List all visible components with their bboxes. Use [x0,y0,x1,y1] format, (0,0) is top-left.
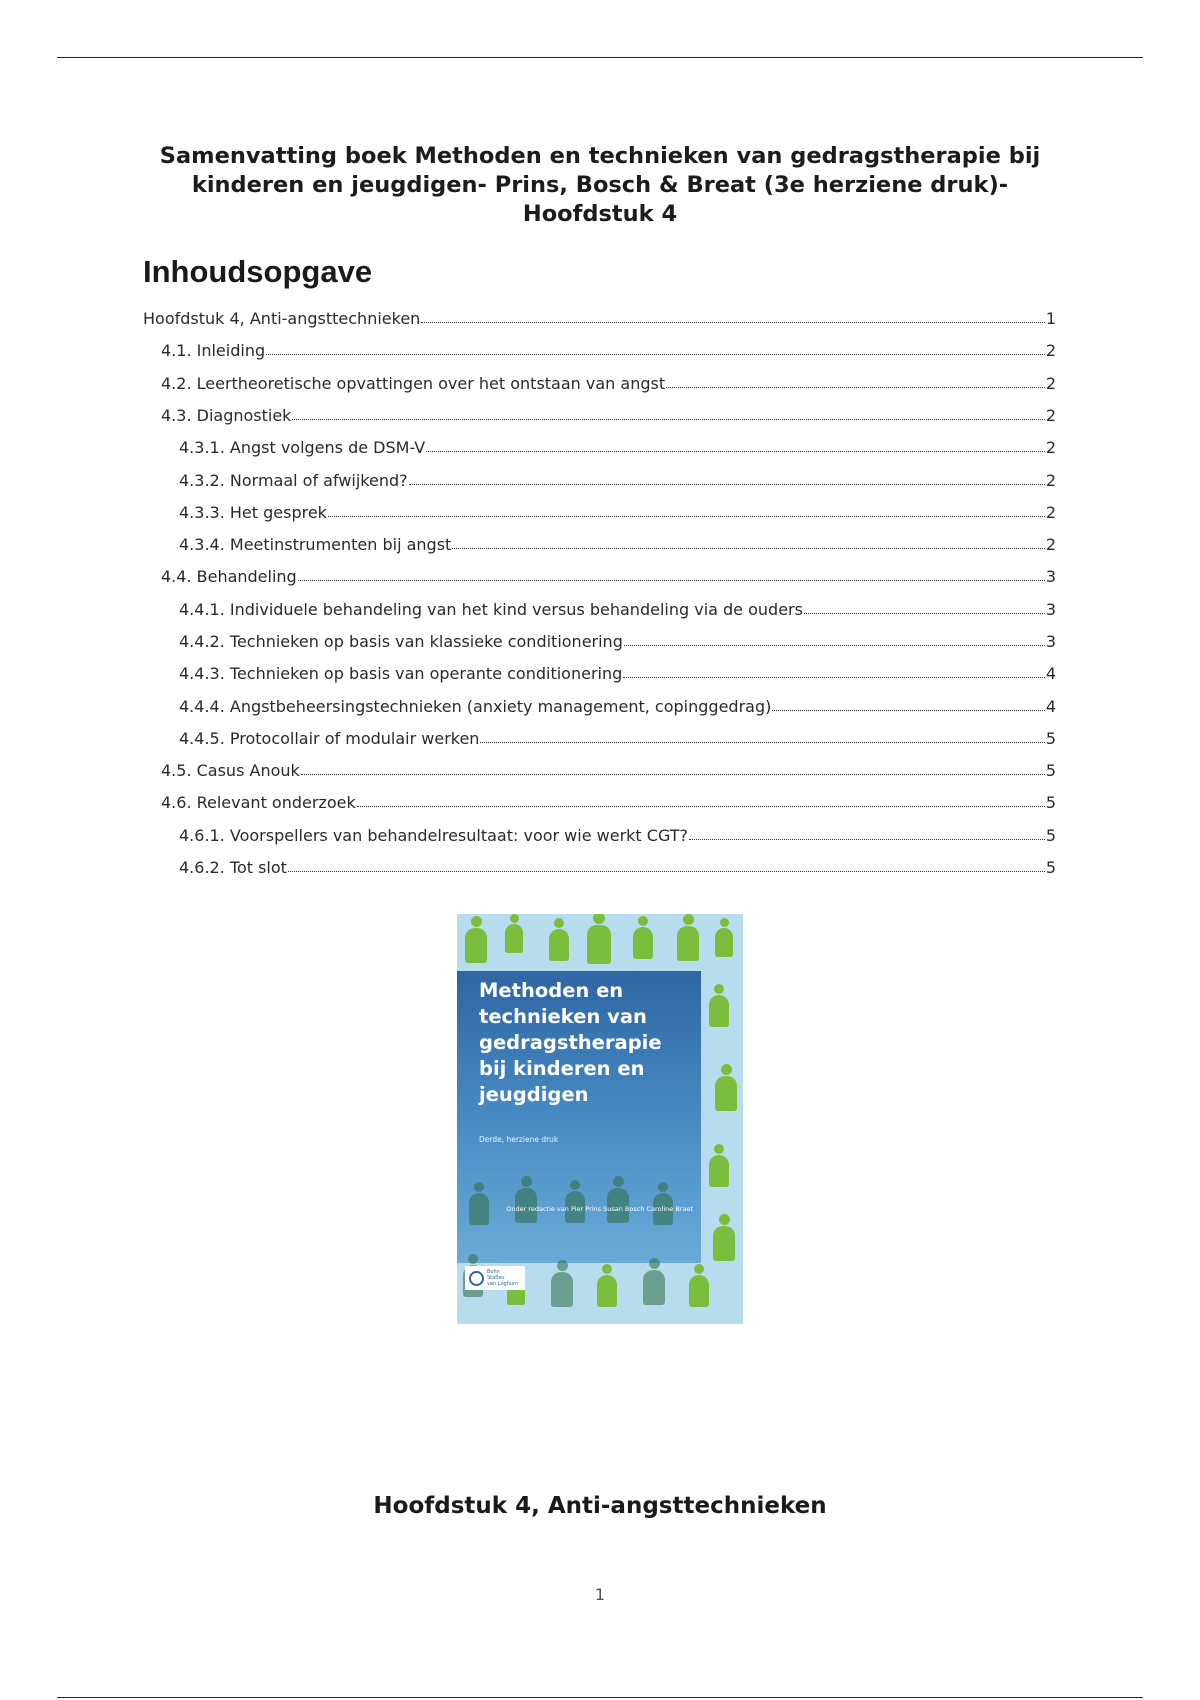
toc-entry-label: 4.6.2. Tot slot [179,858,287,877]
child-silhouette-icon [643,1270,665,1305]
toc-entry[interactable] [179,659,1056,683]
toc-entry-label: 4.5. Casus Anouk [161,761,300,780]
child-silhouette-icon [554,918,564,928]
toc-dot-leader [288,871,1045,872]
toc-entry-page: 5 [1045,826,1056,845]
toc-entry-label: 4.3.2. Normaal of afwijkend? [179,471,408,490]
toc-entry[interactable] [161,369,1056,393]
child-silhouette-icon [715,1076,737,1111]
child-silhouette-icon [597,1275,617,1307]
toc-entry-label: 4.3. Diagnostiek [161,406,292,425]
toc-entry-label: 4.6.1. Voorspellers van behandelresultaat: voor wie werkt CGT? [179,826,689,845]
toc-entry-label: 4.4.4. Angstbeheersingstechnieken (anxiety management, copinggedrag) [179,697,772,716]
toc-entry-page: 2 [1045,471,1056,490]
cover-edition: Derde, herziene druk [479,1135,559,1144]
toc-entry-page: 3 [1045,567,1056,586]
child-silhouette-icon [570,1180,580,1190]
toc-entry-page: 4 [1045,664,1056,683]
child-silhouette-icon [549,929,569,961]
toc-entry-label: 4.3.3. Het gesprek [179,503,327,522]
toc-entry[interactable] [179,692,1056,716]
toc-entry-label: 4.4.5. Protocollair of modulair werken [179,729,480,748]
toc-entry-label: 4.4.1. Individuele behandeling van het kind versus behandeling via de ouders [179,600,803,619]
toc-dot-leader [266,354,1045,355]
toc-entry-page: 5 [1045,761,1056,780]
child-silhouette-icon [505,924,523,953]
chapter-heading: Hoofdstuk 4, Anti-angsttechnieken [373,1493,827,1519]
child-silhouette-icon [709,1155,729,1187]
publisher-logo [465,1266,525,1290]
toc-entry[interactable] [161,336,1056,360]
toc-dot-leader [689,839,1045,840]
toc-entry-page: 5 [1045,793,1056,812]
child-silhouette-icon [593,914,605,924]
toc-entry-page: 1 [1045,309,1056,328]
toc-dot-leader [804,613,1045,614]
toc-entry-label: 4.3.1. Angst volgens de DSM-V [179,438,426,457]
cover-title: Methoden en technieken van gedragstherapie bij kinderen en jeugdigen [479,979,662,1106]
toc-dot-leader [624,645,1045,646]
toc-entry-label: 4.4.2. Technieken op basis van klassieke conditionering [179,632,623,651]
toc-entry[interactable] [179,724,1056,748]
child-silhouette-icon [677,926,699,961]
toc-entry-page: 2 [1045,438,1056,457]
child-silhouette-icon [557,1260,568,1271]
toc-entry-page: 2 [1045,406,1056,425]
page-number: 1 [594,1585,606,1604]
toc-entry[interactable] [179,433,1056,457]
toc-dot-leader [666,387,1045,388]
child-silhouette-icon [709,995,729,1027]
toc-entry[interactable] [179,595,1056,619]
child-silhouette-icon [474,1182,484,1192]
toc-dot-leader [426,451,1045,452]
child-silhouette-icon [721,1064,732,1075]
toc-entry-label: 4.4.3. Technieken op basis van operante conditionering [179,664,623,683]
child-silhouette-icon [613,1176,624,1187]
toc-dot-leader [772,710,1044,711]
toc-entry-page: 2 [1045,374,1056,393]
child-silhouette-icon [658,1182,668,1192]
toc-entry-page: 2 [1045,341,1056,360]
toc-entry-label: 4.2. Leertheoretische opvattingen over het ontstaan van angst [161,374,666,393]
toc-entry[interactable] [179,466,1056,490]
child-silhouette-icon [689,1275,709,1307]
toc-entry-label: 4.3.4. Meetinstrumenten bij angst [179,535,452,554]
toc-heading: Inhoudsopgave [143,254,373,289]
toc-entry[interactable] [179,627,1056,651]
publisher-name: Bohn Stafleu van Loghum [487,1269,518,1287]
child-silhouette-icon [510,914,519,923]
toc-entry[interactable] [143,304,1056,328]
toc-entry-page: 5 [1045,858,1056,877]
toc-entry[interactable] [161,756,1056,780]
child-silhouette-icon [720,918,729,927]
toc-entry-label: 4.6. Relevant onderzoek [161,793,356,812]
bottom-rule [57,1697,1143,1698]
toc-entry[interactable] [179,853,1056,877]
toc-entry[interactable] [161,788,1056,812]
child-silhouette-icon [468,1254,478,1264]
child-silhouette-icon [602,1264,612,1274]
toc-dot-leader [452,548,1044,549]
toc-entry-label: 4.4. Behandeling [161,567,297,586]
child-silhouette-icon [638,916,648,926]
child-silhouette-icon [719,1214,730,1225]
toc-entry[interactable] [161,401,1056,425]
toc-dot-leader [623,677,1045,678]
child-silhouette-icon [521,1176,532,1187]
toc-entry[interactable] [179,530,1056,554]
toc-entry-page: 3 [1045,632,1056,651]
toc-entry[interactable] [161,562,1056,586]
toc-dot-leader [357,806,1045,807]
child-silhouette-icon [469,1193,489,1225]
toc-dot-leader [292,419,1044,420]
document-title: Samenvatting boek Methoden en technieken van gedragstherapie bij kinderen en jeugdigen- Prins, Bosch & Breat (3e herziene druk)- Hoofdstuk 4 [159,143,1041,227]
child-silhouette-icon [713,1226,735,1261]
child-silhouette-icon [714,984,724,994]
child-silhouette-icon [694,1264,704,1274]
toc-dot-leader [421,322,1045,323]
child-silhouette-icon [465,928,487,963]
toc-entry-page: 2 [1045,503,1056,522]
toc-dot-leader [480,742,1044,743]
toc-entry[interactable] [179,821,1056,845]
toc-entry-page: 5 [1045,729,1056,748]
child-silhouette-icon [683,914,694,925]
child-silhouette-icon [715,928,733,957]
toc-entry-label: Hoofdstuk 4, Anti-angsttechnieken [143,309,421,328]
top-rule [57,57,1143,58]
child-silhouette-icon [587,925,611,963]
child-silhouette-icon [551,1272,573,1307]
publisher-logo-icon [469,1271,484,1286]
toc-dot-leader [409,484,1045,485]
toc-dot-leader [301,774,1045,775]
toc-dot-leader [328,516,1045,517]
toc-entry-page: 2 [1045,535,1056,554]
toc-dot-leader [298,580,1045,581]
child-silhouette-icon [714,1144,724,1154]
book-cover-image [457,914,743,1324]
toc-entry-page: 3 [1045,600,1056,619]
toc-entry[interactable] [179,498,1056,522]
child-silhouette-icon [471,916,482,927]
child-silhouette-icon [633,927,653,959]
cover-editors: Onder redactie van Pier Prins Susan Bosch Caroline Braet [506,1205,693,1213]
toc-entry-page: 4 [1045,697,1056,716]
toc-entry-label: 4.1. Inleiding [161,341,266,360]
child-silhouette-icon [649,1258,660,1269]
